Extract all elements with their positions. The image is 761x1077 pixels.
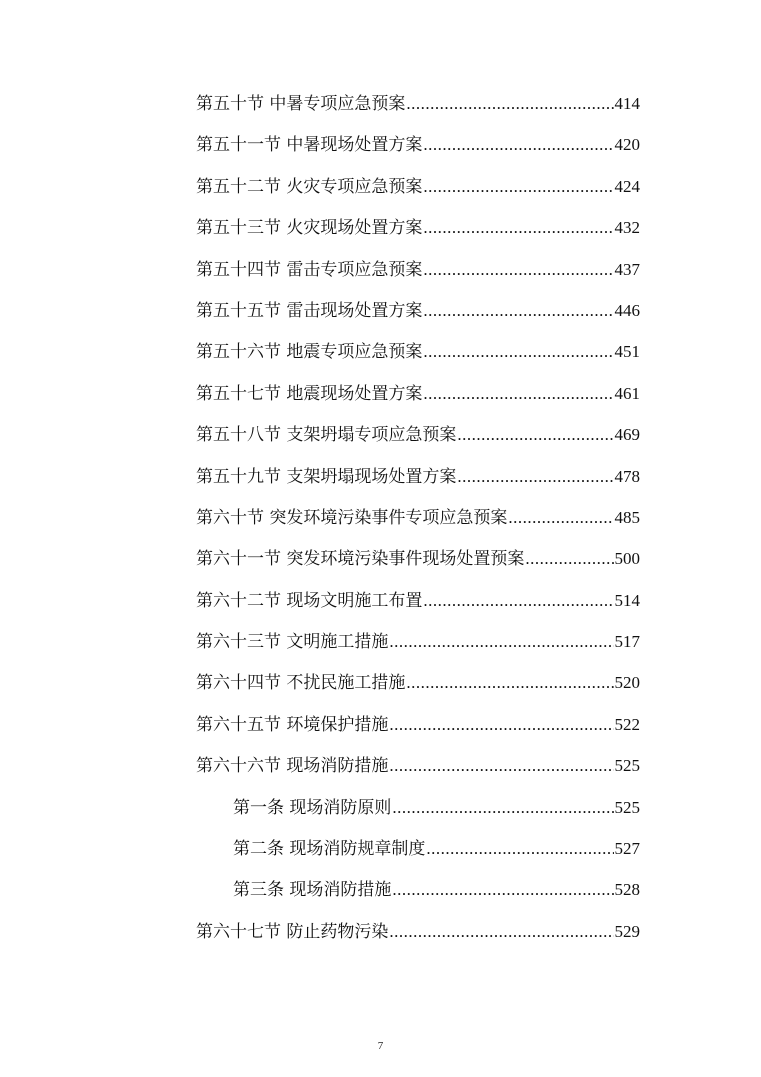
leader-dots — [389, 755, 613, 777]
toc-entry-page: 478 — [614, 466, 640, 486]
toc-entry-title: 第六十四节 不扰民施工措施 — [196, 673, 406, 694]
toc-entry-page: 446 — [614, 300, 640, 320]
toc-entry-title: 第五十五节 雷击现场处置方案 — [196, 300, 423, 321]
leader-dots — [389, 714, 613, 736]
toc-entry-title: 第五十六节 地震专项应急预案 — [196, 342, 423, 363]
toc-entry[interactable] — [196, 424, 640, 465]
toc-entry-title: 第二条 现场消防规章制度 — [233, 839, 426, 860]
leader-dots — [457, 466, 613, 488]
toc-entry-page: 520 — [614, 673, 640, 693]
leader-dots — [423, 134, 613, 156]
page-number: 7 — [377, 1040, 384, 1052]
toc-entry-title: 第五十节 中暑专项应急预案 — [196, 94, 406, 114]
leader-dots — [423, 590, 613, 612]
leader-dots — [406, 93, 613, 115]
leader-dots — [392, 797, 613, 819]
toc-entry-title: 第五十一节 中暑现场处置方案 — [196, 135, 423, 156]
toc-entry[interactable] — [196, 341, 640, 382]
toc-entry[interactable] — [196, 921, 640, 962]
toc-entry-title: 第三条 现场消防措施 — [233, 880, 392, 901]
leader-dots — [423, 217, 613, 239]
toc-entry-title: 第六十七节 防止药物污染 — [196, 921, 389, 942]
leader-dots — [389, 631, 613, 653]
leader-dots — [525, 548, 613, 570]
toc-entry-page: 525 — [614, 756, 640, 776]
toc-entry[interactable] — [196, 755, 640, 796]
toc-entry[interactable] — [196, 507, 640, 548]
leader-dots — [423, 259, 613, 281]
toc-entry[interactable] — [196, 466, 640, 507]
toc-entry[interactable] — [196, 93, 640, 134]
toc-entry[interactable] — [196, 217, 640, 258]
toc-entry-title: 第一条 现场消防原则 — [233, 797, 392, 818]
toc-entry-title: 第六十五节 环境保护措施 — [196, 714, 389, 735]
toc-entry[interactable] — [196, 631, 640, 672]
toc-entry-title: 第五十四节 雷击专项应急预案 — [196, 259, 423, 280]
toc-entry[interactable] — [196, 176, 640, 217]
toc-entry-title: 第五十九节 支架坍塌现场处置方案 — [196, 466, 457, 487]
leader-dots — [457, 424, 613, 446]
toc-entry-page: 437 — [614, 259, 640, 279]
toc-entry-page: 414 — [614, 94, 640, 113]
leader-dots — [389, 921, 613, 943]
toc-entry[interactable] — [196, 134, 640, 175]
toc-entry-title: 第六十六节 现场消防措施 — [196, 756, 389, 777]
toc-entry[interactable] — [196, 714, 640, 755]
toc-entry-page: 500 — [614, 549, 640, 569]
leader-dots — [508, 507, 613, 529]
toc-subentry[interactable] — [196, 879, 640, 920]
toc-entry-page: 514 — [614, 590, 640, 610]
toc-entry-title: 第五十八节 支架坍塌专项应急预案 — [196, 425, 457, 446]
toc-entry-page: 424 — [614, 176, 640, 196]
toc-entry-page: 529 — [614, 921, 640, 941]
toc-entry-title: 第六十一节 突发环境污染事件现场处置预案 — [196, 549, 525, 570]
leader-dots — [423, 383, 613, 405]
toc-entry-page: 451 — [614, 342, 640, 362]
toc-entry-title: 第六十二节 现场文明施工布置 — [196, 590, 423, 611]
toc-entry-page: 420 — [614, 135, 640, 155]
toc-entry-page: 517 — [614, 632, 640, 652]
toc-entry[interactable] — [196, 672, 640, 713]
toc-subentry[interactable] — [196, 797, 640, 838]
toc-entry-page: 432 — [614, 218, 640, 238]
toc-entry-page: 527 — [614, 839, 640, 859]
leader-dots — [423, 341, 613, 363]
toc-entry[interactable] — [196, 383, 640, 424]
toc-entry-page: 461 — [614, 383, 640, 403]
toc-entry-title: 第六十节 突发环境污染事件专项应急预案 — [196, 507, 508, 528]
toc-entry-title: 第五十七节 地震现场处置方案 — [196, 383, 423, 404]
toc-entry[interactable] — [196, 590, 640, 631]
toc-entry-title: 第六十三节 文明施工措施 — [196, 632, 389, 653]
toc-entry[interactable] — [196, 300, 640, 341]
leader-dots — [406, 672, 613, 694]
toc-entry-page: 525 — [614, 797, 640, 817]
toc-entry[interactable] — [196, 548, 640, 589]
toc-entry[interactable] — [196, 259, 640, 300]
toc-subentry[interactable] — [196, 838, 640, 879]
toc-entry-page: 522 — [614, 714, 640, 734]
toc-entry-page: 485 — [614, 507, 640, 527]
leader-dots — [423, 300, 613, 322]
toc-entry-page: 528 — [614, 880, 640, 900]
toc-entry-page: 469 — [614, 425, 640, 445]
toc-entry-title: 第五十二节 火灾专项应急预案 — [196, 176, 423, 197]
table-of-contents — [196, 93, 640, 962]
toc-entry-title: 第五十三节 火灾现场处置方案 — [196, 218, 423, 239]
leader-dots — [426, 838, 613, 860]
leader-dots — [423, 176, 613, 198]
leader-dots — [392, 879, 613, 901]
